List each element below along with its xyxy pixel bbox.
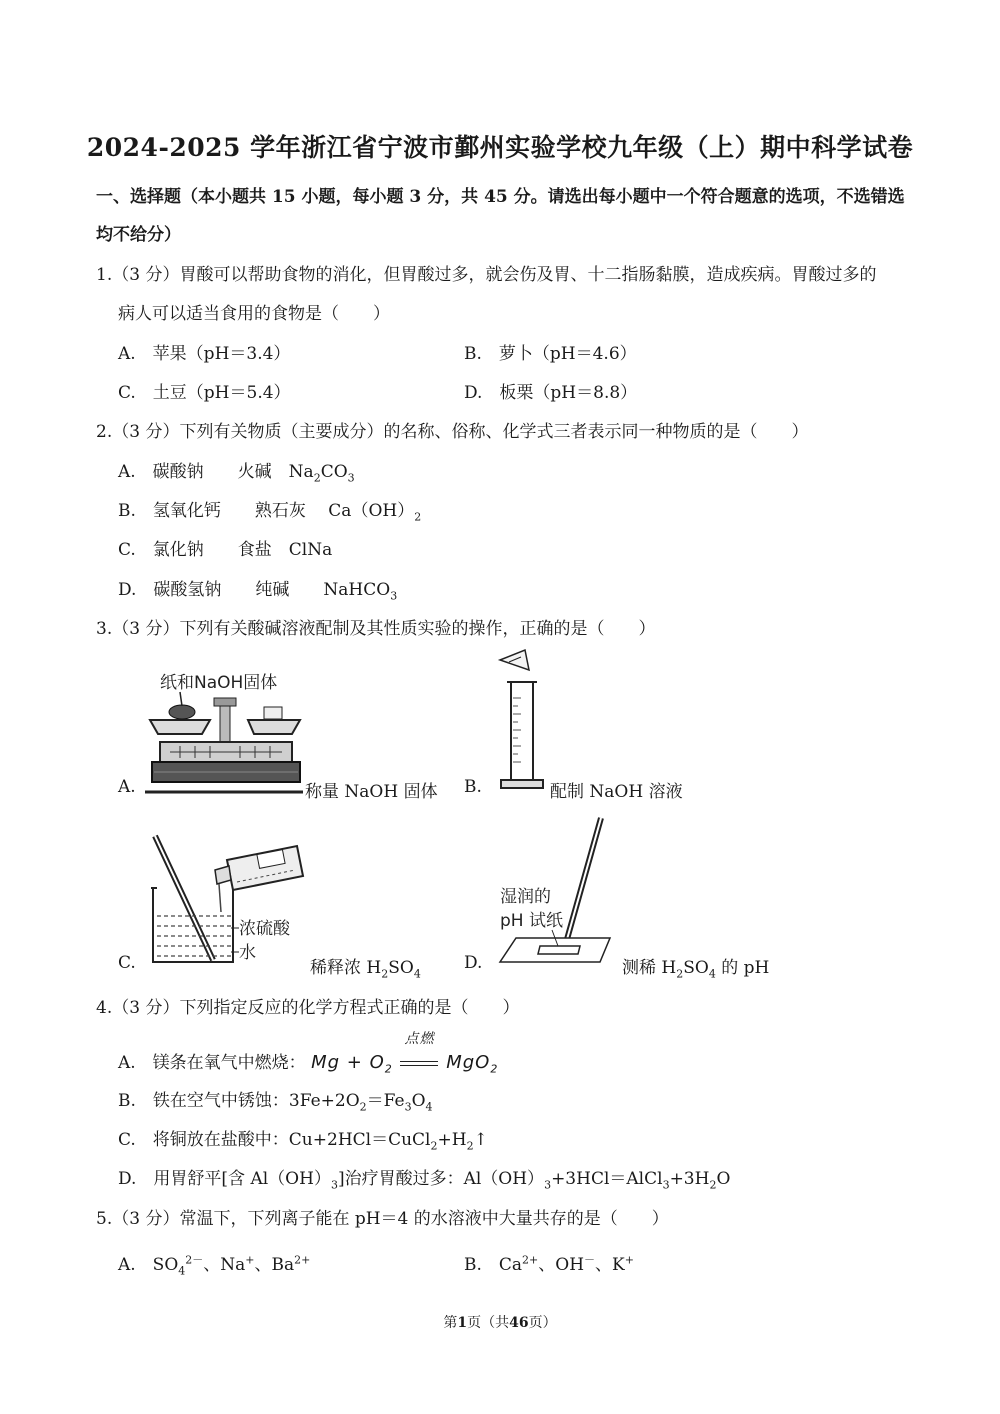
q3-figure-b-cylinder (495, 648, 550, 798)
q3-figure-c-label-acid: 浓硫酸 (239, 919, 290, 939)
q3-option-a-caption: 称量 NaOH 固体 (305, 782, 438, 802)
q3-figure-d-label2: pH 试纸 (500, 911, 563, 931)
q3-figure-c-label-water: 水 (239, 943, 256, 963)
section-heading-line1: 一、选择题（本小题共 15 小题，每小题 3 分，共 45 分。请选出每小题中一个符合题意的选项，不选错选 (96, 187, 905, 207)
q4-option-c: C. 将铜放在盐酸中：$Cu+2HCl=CuCl_2+H_2↑$ (118, 1130, 488, 1153)
q2-option-c: C. 氯化钠 食盐 ClNa (118, 540, 333, 560)
q1-option-d: D. 板栗（pH＝8.8） (464, 383, 638, 403)
q1-option-c: C. 土豆（pH＝5.4） (118, 383, 291, 403)
q1-option-a: A. 苹果（pH＝3.4） (118, 344, 291, 364)
q4-option-a-equation: $Mg + O_2$ 点燃 MgO$_2$ (311, 1052, 498, 1073)
q1-option-b: B. 萝卜（pH＝4.6） (464, 344, 637, 364)
q2-stem: 2.（3 分）下列有关物质（主要成分）的名称、俗称、化学式三者表示同一种物质的是（ ） (96, 422, 809, 442)
q4-stem: 4.（3 分）下列指定反应的化学方程式正确的是（ ） (96, 998, 520, 1018)
q4-condition: 点燃 (404, 1031, 435, 1047)
q4-option-b: B. 铁在空气中锈蚀：$3Fe+2O_2=Fe_3O_4$ (118, 1091, 433, 1114)
q3-option-a-letter: A. (118, 777, 136, 797)
page-title: 2024-2025 学年浙江省宁波市鄞州实验学校九年级（上）期中科学试卷 (86, 133, 914, 162)
q3-figure-c-dilution (145, 830, 310, 970)
q3-option-b-caption: 配制 NaOH 溶液 (550, 782, 683, 802)
q4-option-d: D. 用胃舒平[含 $Al(OH)_3$]治疗胃酸过多：$Al(OH)_3+3HCl=AlCl_3+3H_2O$ (118, 1169, 731, 1192)
total-pages: 46 (509, 1315, 529, 1331)
q3-figure-d-label1: 湿润的 (500, 887, 551, 907)
q1-stem-line1: 1.（3 分）胃酸可以帮助食物的消化，但胃酸过多，就会伤及胃、十二指肠黏膜，造成疾病。胃酸过多的 (96, 265, 877, 285)
q3-option-d-caption: 测稀 $H_2SO_4$ 的 pH (622, 958, 770, 981)
up-arrow-icon: ↑ (473, 1130, 488, 1150)
q2-option-d: D. 碳酸氢钠 纯碱 NaHCO$_3$ (118, 580, 398, 603)
q3-figure-a-balance (140, 662, 305, 802)
q3-option-c-letter: C. (118, 953, 136, 973)
q4-option-a: A. 镁条在氧气中燃烧： $Mg + O_2$ 点燃 MgO$_2$ (118, 1048, 498, 1073)
q3-option-d-letter: D. (464, 953, 483, 973)
section-heading-line2: 均不给分） (96, 225, 181, 245)
q3-stem: 3.（3 分）下列有关酸碱溶液配制及其性质实验的操作，正确的是（ ） (96, 619, 656, 639)
q3-option-c-caption: 稀释浓 $H_2SO_4$ (310, 958, 421, 981)
q1-stem-line2: 病人可以适当食用的食物是（ ） (118, 304, 390, 324)
q5-stem: 5.（3 分）常温下，下列离子能在 pH＝4 的水溶液中大量共存的是（ ） (96, 1209, 669, 1229)
q2-option-b: B. 氢氧化钙 熟石灰 $Ca(OH)_2$ (118, 501, 422, 524)
q5-option-a: A. $SO_4^{2-}$、Na+、$Ba^{2+}$ (118, 1253, 311, 1278)
q5-option-b: B. $Ca^{2+}$、OH－、K+ (464, 1253, 634, 1275)
q2-option-a: A. 碳酸钠 火碱 $Na_2CO_3$ (118, 462, 355, 485)
current-page-number: 1 (457, 1315, 468, 1331)
page-footer: 第1页（共46页） (443, 1315, 557, 1331)
q3-figure-d-ph-test (496, 812, 621, 972)
q3-figure-a-label: 纸和NaOH固体 (160, 673, 278, 693)
q3-option-b-letter: B. (464, 777, 482, 797)
